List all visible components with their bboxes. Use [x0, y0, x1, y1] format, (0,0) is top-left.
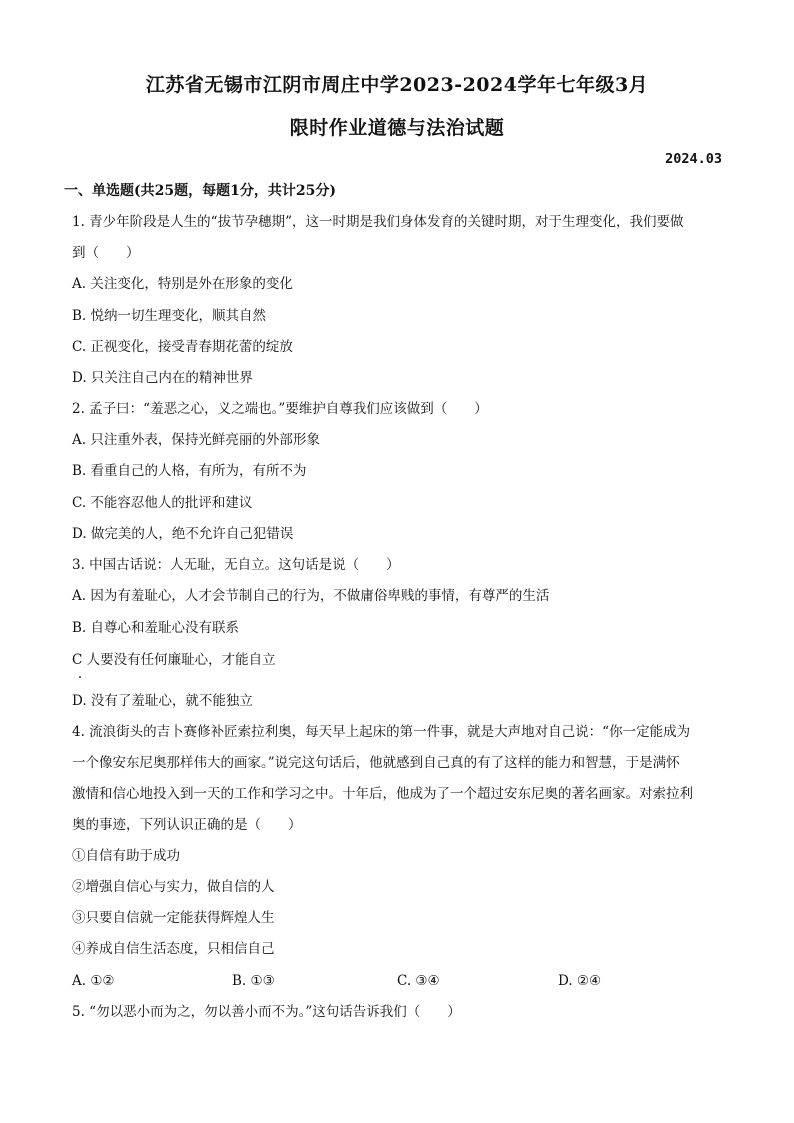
q2-stem: 2. 孟子曰：“羞恶之心，义之端也。”要维护自尊我们应该做到（ ）: [72, 401, 488, 417]
q4-option-d: D. ②④: [558, 973, 602, 989]
q4-item-4: ④养成自信生活态度，只相信自己: [72, 941, 275, 957]
q1-option-d: D. 只关注自己内在的精神世界: [72, 370, 253, 386]
q4-item-2: ②增强自信心与实力，做自信的人: [72, 879, 275, 895]
q4-stem-line4: 奥的事迹，下列认识正确的是（ ）: [72, 817, 302, 833]
q1-option-b: B. 悦纳一切生理变化，顺其自然: [72, 308, 267, 324]
q3-option-c: C 人要没有任何廉耻心，才能自立: [72, 652, 276, 668]
q4-stem-line3: 激情和信心地投入到一天的工作和学习之中。十年后，他成为了一个超过安东尼奥的著名画家。对索拉利: [72, 786, 693, 802]
q2-option-a: A. 只注重外表，保持光鲜亮丽的外部形象: [72, 432, 320, 448]
q4-option-a: A. ①②: [72, 973, 115, 989]
q1-stem-line2: 到（ ）: [72, 245, 140, 261]
q5-stem: 5. “勿以恶小而为之，勿以善小而不为。”这句话告诉我们（ ）: [72, 1004, 461, 1020]
q4-option-c: C. ③④: [397, 973, 440, 989]
q4-option-b: B. ①③: [232, 973, 275, 989]
q3-stem: 3. 中国古话说：人无耻，无自立。这句话是说（ ）: [72, 557, 400, 573]
q4-item-3: ③只要自信就一定能获得辉煌人生: [72, 910, 275, 926]
q2-option-b: B. 看重自己的人格，有所为，有所不为: [72, 463, 307, 479]
q4-item-1: ①自信有助于成功: [72, 848, 180, 864]
q2-option-c: C. 不能容忍他人的批评和建议: [72, 495, 253, 511]
exam-date: 2024.03: [665, 151, 722, 167]
q3-option-d: D. 没有了羞耻心，就不能独立: [72, 693, 253, 709]
section-heading: 一、单选题(共25题，每题1分，共计25分): [64, 183, 336, 199]
exam-title-line1: 江苏省无锡市江阴市周庄中学2023-2024学年七年级3月: [145, 74, 649, 96]
q2-option-d: D. 做完美的人，绝不允许自己犯错误: [72, 526, 294, 542]
q4-stem-line1: 4. 流浪街头的吉卜赛修补匠索拉利奥，每天早上起床的第一件事，就是大声地对自己说：“你一定能成为: [72, 724, 691, 740]
q1-option-c: C. 正视变化，接受青春期花蕾的绽放: [72, 339, 293, 355]
exam-title-line2: 限时作业道德与法治试题: [289, 117, 505, 139]
q3-option-b: B. 自尊心和羞耻心没有联系: [72, 620, 240, 636]
q4-stem-line2: 一个像安东尼奥那样伟大的画家。”说完这句话后，他就感到自己真的有了这样的能力和智慧，于是满怀: [72, 755, 680, 771]
stray-dot-mark: [79, 676, 81, 678]
q1-option-a: A. 关注变化，特别是外在形象的变化: [72, 276, 293, 292]
q1-stem-line1: 1. 青少年阶段是人生的“拔节孕穗期”，这一时期是我们身体发育的关键时期，对于生理变化，我们要做: [72, 214, 684, 230]
q3-option-a: A. 因为有羞耻心，人才会节制自己的行为，不做庸俗卑贱的事情，有尊严的生活: [72, 588, 550, 604]
